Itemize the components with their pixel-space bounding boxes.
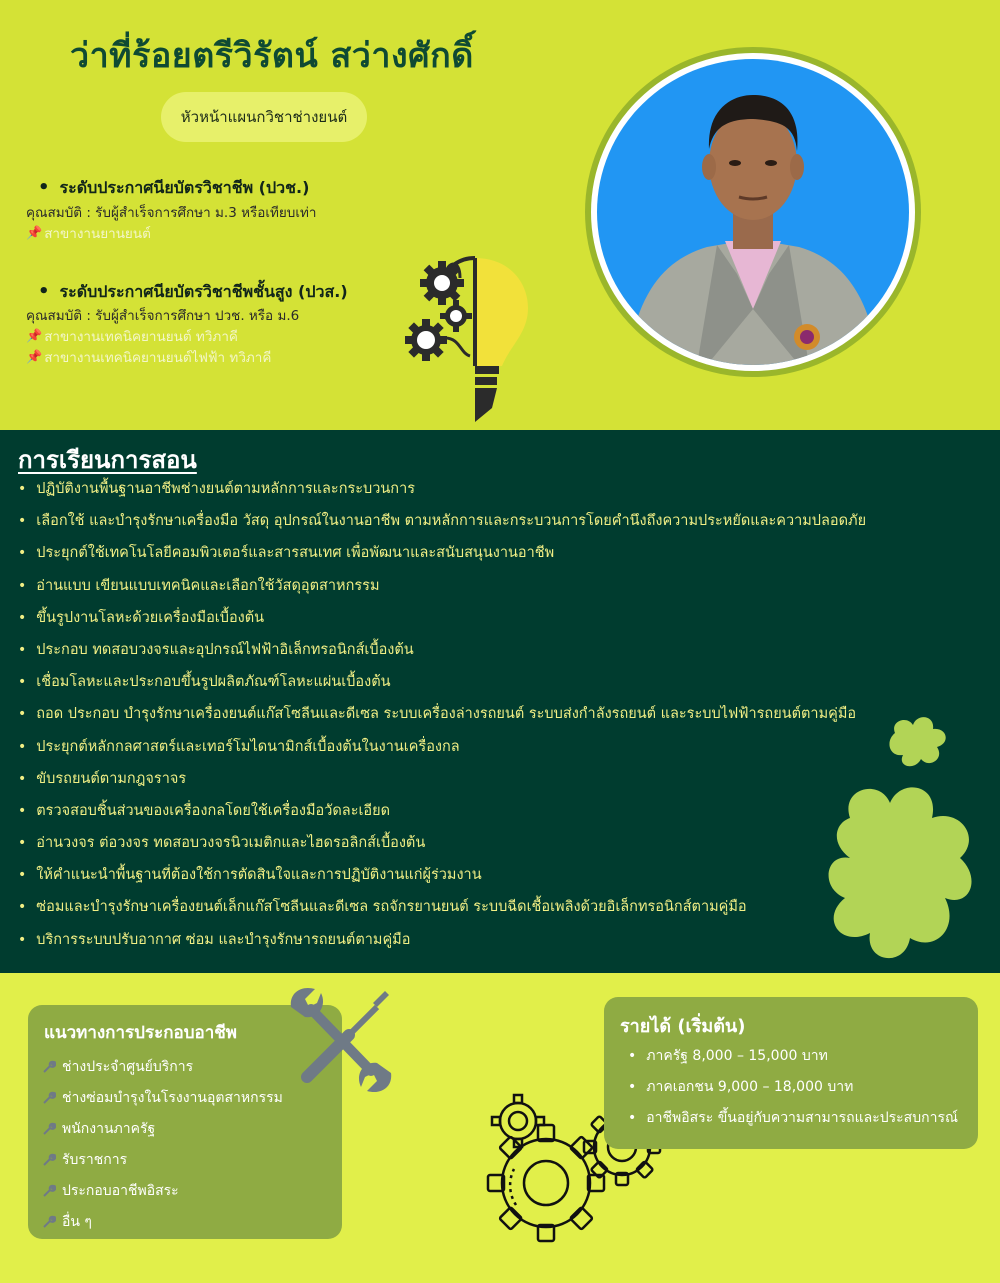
list-item: • อ่านแบบ เขียนแบบเทคนิคและเลือกใช้วัสดุอุตสาหกรรม [18,575,866,607]
lightbulb-gears-icon [400,238,535,426]
career-title: แนวทางการประกอบอาชีพ [44,1023,237,1043]
list-item: • ให้คำแนะนำพื้นฐานที่ต้องใช้การตัดสินใจและการปฏิบัติงานแก่ผู้ร่วมงาน [18,864,866,896]
career-list [42,1051,283,1237]
teaching-section [0,430,1000,973]
wrench-icon [42,1060,56,1074]
career-label: ประกอบอาชีพอิสระ [62,1182,179,1199]
list-item: • ซ่อมและบำรุงรักษาเครื่องยนต์เล็กแก๊สโซลีนและดีเซล รถจักรยานยนต์ ระบบฉีดเชื้อเพลิงด้วยอิเล็กทรอนิกส์ตามคู่มือ [18,896,866,928]
branch-label: สาขางานเทคนิคยานยนต์ไฟฟ้า ทวิภาคี [44,350,272,366]
income-card [604,997,978,1149]
list-item: • อาชีพอิสระ ขึ้นอยู่กับความสามารถและประสบการณ์ [628,1107,958,1138]
header-section [0,0,1000,430]
list-item: • เลือกใช้ และบำรุงรักษาเครื่องมือ วัสดุ อุปกรณ์ในงานอาชีพ ตามหลักการและกระบวนการโดยคำนึงถึงความประหยัดและความปลอดภัย [18,510,866,542]
pushpin-icon: 📌 [26,349,43,365]
list-item [42,1113,283,1144]
wrench-icon [42,1091,56,1105]
list-item: • ภาคเอกชน 9,000 – 18,000 บาท [628,1076,958,1107]
list-item [42,1144,283,1175]
list-item: • ภาครัฐ 8,000 – 15,000 บาท [628,1045,958,1076]
wrench-screwdriver-icon [287,985,395,1095]
list-item [42,1051,283,1082]
career-label: ช่างซ่อมบำรุงในโรงงานอุตสาหกรรม [62,1089,283,1106]
wrench-icon [42,1215,56,1229]
list-item [42,1206,283,1237]
list-item: • ถอด ประกอบ บำรุงรักษาเครื่องยนต์แก๊สโซลีนและดีเซล ระบบเครื่องล่างรถยนต์ ระบบส่งกำลังรถยนต์ และระบบไฟฟ้ารถยนต์ตามคู่มือ [18,703,866,735]
position-badge: หัวหน้าแผนกวิชาช่างยนต์ [161,92,367,142]
list-item: • ประยุกต์ใช้เทคโนโลยีคอมพิวเตอร์และสารสนเทศ เพื่อพัฒนาและสนับสนุนงานอาชีพ [18,542,866,574]
list-item: • ปฏิบัติงานพื้นฐานอาชีพช่างยนต์ตามหลักการและกระบวนการ [18,478,866,510]
person-portrait-icon [597,59,909,365]
income-list [628,1045,958,1138]
portrait-photo [597,59,909,365]
branch-label: สาขางานยานยนต์ [44,226,151,242]
list-item [42,1175,283,1206]
wrench-icon [42,1184,56,1198]
career-label: อื่น ๆ [62,1213,92,1230]
level-title-pvc: • ระดับประกาศนียบัตรวิชาชีพ (ปวช.) [38,176,309,201]
branch-item [26,346,271,368]
branch-item [26,325,238,347]
career-label: รับราชการ [62,1151,128,1168]
list-item: • เชื่อมโลหะและประกอบขึ้นรูปผลิตภัณฑ์โลหะแผ่นเบื้องต้น [18,671,866,703]
splash-decoration-icon [885,713,951,773]
list-item: • ตรวจสอบชิ้นส่วนของเครื่องกลโดยใช้เครื่องมือวัดละเอียด [18,800,866,832]
list-item: • ขึ้นรูปงานโลหะด้วยเครื่องมือเบื้องต้น [18,607,866,639]
splash-decoration-icon [820,778,982,968]
level-qualification-pvs: คุณสมบัติ : รับผู้สำเร็จการศึกษา ปวช. หรือ ม.6 [26,308,300,324]
level-qualification-pvc: คุณสมบัติ : รับผู้สำเร็จการศึกษา ม.3 หรือเทียบเท่า [26,205,317,221]
teaching-list [18,478,866,961]
list-item: • อ่านวงจร ต่อวงจร ทดสอบวงจรนิวเมติกและไฮดรอลิกส์เบื้องต้น [18,832,866,864]
list-item: • บริการระบบปรับอากาศ ซ่อม และบำรุงรักษารถยนต์ตามคู่มือ [18,929,866,961]
wrench-icon [42,1122,56,1136]
career-label: ช่างประจำศูนย์บริการ [62,1058,194,1075]
list-item: • ประยุกต์หลักกลศาสตร์และเทอร์โมไดนามิกส์เบื้องต้นในงานเครื่องกล [18,736,866,768]
list-item: • ประกอบ ทดสอบวงจรและอุปกรณ์ไฟฟ้าอิเล็กทรอนิกส์เบื้องต้น [18,639,866,671]
wrench-icon [42,1153,56,1167]
person-name: ว่าที่ร้อยตรีวิรัตน์ สว่างศักดิ์ [70,36,474,76]
teaching-title: การเรียนการสอน [18,446,197,474]
income-title: รายได้ (เริ่มต้น) [620,1016,746,1037]
branch-item [26,222,151,244]
footer-section [0,973,1000,1283]
list-item: • ขับรถยนต์ตามกฎจราจร [18,768,866,800]
branch-label: สาขางานเทคนิคยานยนต์ ทวิภาคี [44,329,238,345]
career-label: พนักงานภาครัฐ [62,1120,156,1137]
list-item [42,1082,283,1113]
pushpin-icon: 📌 [26,328,43,344]
level-title-pvs: • ระดับประกาศนียบัตรวิชาชีพชั้นสูง (ปวส.) [38,280,348,305]
pushpin-icon: 📌 [26,225,43,241]
